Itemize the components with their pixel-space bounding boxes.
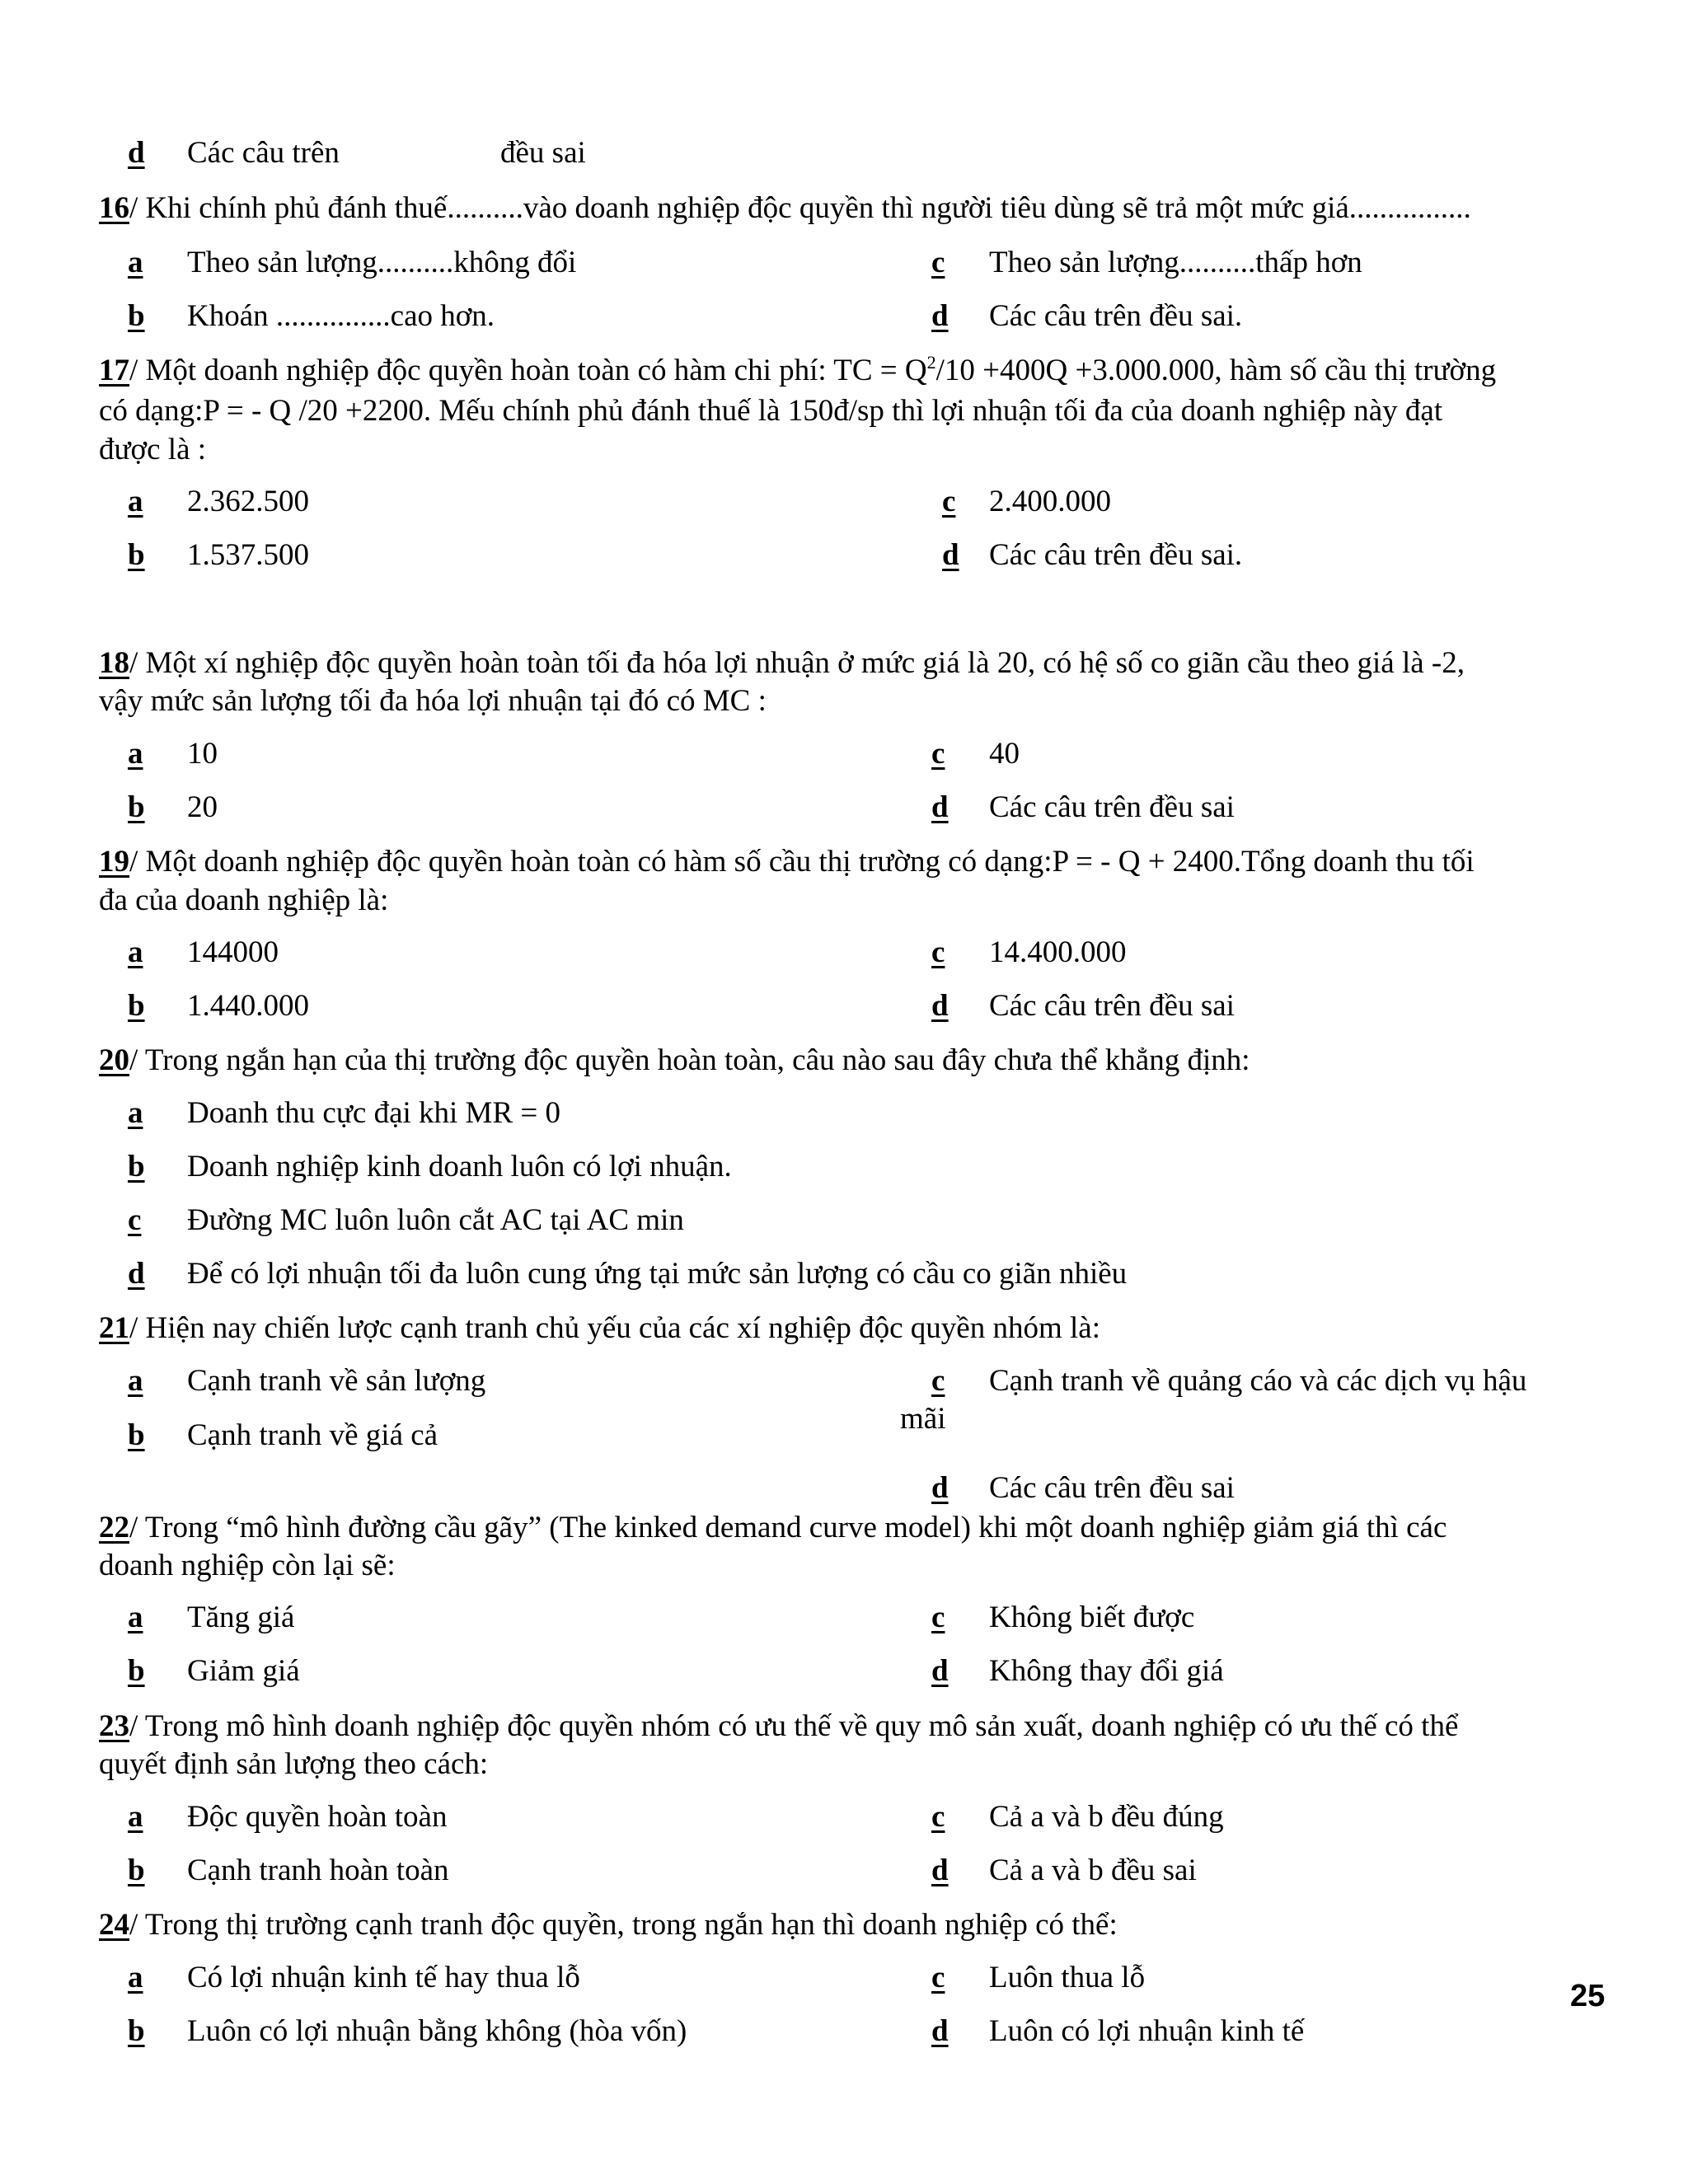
option-letter: c xyxy=(931,246,945,279)
option-letter: c xyxy=(931,1800,945,1834)
option-letter: a xyxy=(128,246,143,279)
option-letter: a xyxy=(128,935,143,969)
option-text: Tăng giá xyxy=(187,1601,295,1634)
option-text: Khoán ...............cao hơn. xyxy=(187,299,495,333)
question-text: / Một xí nghiệp độc quyền hoàn toàn tối đa hóa lợi nhuận ở mức giá là 20, có hệ số co giãn cầu theo giá là -2, xyxy=(129,646,1465,680)
question-number: 24 xyxy=(99,1908,129,1942)
option-text: Cạnh tranh về sản lượng xyxy=(187,1364,486,1398)
question-text: có dạng:P = - Q /20 +2200. Mếu chính phủ đánh thuế là 150đ/sp thì lợi nhuận tối đa của doanh nghiệp này đạt xyxy=(99,394,1443,428)
option-text: Cạnh tranh về quảng cáo và các dịch vụ hậu xyxy=(989,1364,1527,1398)
question-20 xyxy=(99,1042,1624,1080)
question-text: /10 +400Q +3.000.000, hàm số cầu thị trường xyxy=(935,354,1497,387)
option-letter: c xyxy=(931,935,945,969)
option-letter: d xyxy=(931,989,949,1023)
option-letter: b xyxy=(128,2014,145,2048)
question-number: 17 xyxy=(99,354,129,387)
question-22 xyxy=(99,1509,1624,1547)
option-text: Đường MC luôn luôn cắt AC tại AC min xyxy=(187,1203,684,1237)
option-letter: d xyxy=(931,790,949,824)
option-letter: c xyxy=(931,1364,945,1398)
option-letter: d xyxy=(931,1654,949,1688)
option-text: 1.537.500 xyxy=(187,538,309,572)
option-text: Theo sản lượng..........không đổi xyxy=(187,246,577,279)
option-text: Các câu trên đều sai xyxy=(989,1471,1235,1505)
option-letter: a xyxy=(128,1800,143,1834)
option-letter: c xyxy=(931,1961,945,1994)
question-text: được là : xyxy=(99,433,207,466)
option-letter: b xyxy=(128,989,145,1023)
question-16 xyxy=(99,190,1624,227)
option-text: 10 xyxy=(187,737,218,771)
option-text: 20 xyxy=(187,790,218,824)
option-letter: c xyxy=(931,737,945,771)
question-text: / Hiện nay chiến lược cạnh tranh chủ yếu của các xí nghiệp độc quyền nhóm là: xyxy=(129,1311,1100,1345)
question-text: / Trong ngắn hạn của thị trường độc quyền hoàn toàn, câu nào sau đây chưa thể khẳng định: xyxy=(129,1043,1250,1077)
page-number: 25 xyxy=(1570,1979,1606,2013)
question-21 xyxy=(99,1310,1624,1347)
option-letter: c xyxy=(931,1601,945,1634)
option-text: 14.400.000 xyxy=(989,935,1127,969)
option-letter: a xyxy=(128,1096,143,1130)
option-text: Cạnh tranh về giá cả xyxy=(187,1418,438,1452)
option-letter: a xyxy=(128,1601,143,1634)
option-text: Theo sản lượng..........thấp hơn xyxy=(989,246,1362,279)
option-text: Cả a và b đều đúng xyxy=(989,1800,1224,1834)
option-letter: b xyxy=(128,538,145,572)
question-text: đa của doanh nghiệp là: xyxy=(99,883,389,917)
question-text: / Khi chính phủ đánh thuế..........vào doanh nghiệp độc quyền thì người tiêu dùng sẽ trả một mức giá................ xyxy=(129,191,1471,225)
option-text: Doanh thu cực đại khi MR = 0 xyxy=(187,1096,560,1130)
option-letter: b xyxy=(128,299,145,333)
question-number: 16 xyxy=(99,191,129,225)
question-number: 22 xyxy=(99,1511,129,1544)
option-text: Các câu trên đều sai xyxy=(989,989,1235,1023)
option-text: Có lợi nhuận kinh tế hay thua lỗ xyxy=(187,1961,580,1994)
option-text: Không biết được xyxy=(989,1601,1195,1634)
option-letter: b xyxy=(128,1854,145,1887)
question-text: / Trong thị trường cạnh tranh độc quyền, trong ngắn hạn thì doanh nghiệp có thể: xyxy=(129,1908,1118,1942)
option-text: Độc quyền hoàn toàn xyxy=(187,1800,448,1834)
question-text: / Trong “mô hình đường cầu gãy” (The kinked demand curve model) khi một doanh nghiệp giảm giá thì các xyxy=(129,1511,1447,1544)
option-text: 2.400.000 xyxy=(989,485,1111,518)
option-letter: d xyxy=(931,1471,949,1505)
option-letter: b xyxy=(128,1418,145,1452)
option-letter: a xyxy=(128,1961,143,1994)
option-text: 40 xyxy=(989,737,1020,771)
option-text: Các câu trên đều sai. xyxy=(989,299,1243,333)
option-letter: b xyxy=(128,1654,145,1688)
option-text: Doanh nghiệp kinh doanh luôn có lợi nhuận. xyxy=(187,1150,732,1183)
question-number: 20 xyxy=(99,1043,129,1077)
option-text: Luôn có lợi nhuận kinh tế xyxy=(989,2014,1305,2048)
option-letter: d xyxy=(931,299,949,333)
option-text: Các câu trên đều sai xyxy=(989,790,1235,824)
question-24 xyxy=(99,1906,1624,1944)
option-letter: d xyxy=(942,538,959,572)
option-letter: a xyxy=(128,1364,143,1398)
question-text: / Một doanh nghiệp độc quyền hoàn toàn có hàm số cầu thị trường có dạng:P = - Q + 2400.Tổng doanh thu tối xyxy=(129,845,1475,879)
option-text-continuation: mãi xyxy=(900,1402,946,1436)
question-text: / Một doanh nghiệp độc quyền hoàn toàn có hàm chi phí: TC = Q xyxy=(129,354,927,387)
question-text: vậy mức sản lượng tối đa hóa lợi nhuận tại đó có MC : xyxy=(99,684,767,718)
option-text: Các câu trên xyxy=(187,136,340,170)
option-text: Để có lợi nhuận tối đa luôn cung ứng tại mức sản lượng có cầu co giãn nhiều xyxy=(187,1257,1128,1291)
question-number: 21 xyxy=(99,1311,129,1345)
question-18 xyxy=(99,644,1624,682)
option-letter: c xyxy=(942,485,956,518)
question-number: 19 xyxy=(99,845,129,879)
option-letter: b xyxy=(128,1150,145,1183)
option-letter: d xyxy=(128,136,145,170)
question-19 xyxy=(99,843,1624,881)
option-text: Không thay đổi giá xyxy=(989,1654,1224,1688)
option-letter: d xyxy=(931,1854,949,1887)
option-text: 144000 xyxy=(187,935,279,969)
option-text: Cả a và b đều sai xyxy=(989,1854,1197,1887)
option-text: Luôn thua lỗ xyxy=(989,1961,1146,1994)
option-text: Luôn có lợi nhuận bằng không (hòa vốn) xyxy=(187,2014,687,2048)
question-23 xyxy=(99,1708,1624,1746)
superscript: 2 xyxy=(926,352,936,373)
question-17 xyxy=(99,352,1624,390)
question-text: / Trong mô hình doanh nghiệp độc quyền nhóm có ưu thế về quy mô sản xuất, doanh nghiệp có ưu thế có thể xyxy=(129,1709,1459,1743)
question-text: doanh nghiệp còn lại sẽ: xyxy=(99,1549,396,1582)
option-letter: d xyxy=(128,1257,145,1291)
option-text: 2.362.500 xyxy=(187,485,309,518)
option-letter: a xyxy=(128,737,143,771)
option-letter: c xyxy=(128,1203,142,1237)
option-text: đều sai xyxy=(500,136,586,170)
option-text: Các câu trên đều sai. xyxy=(989,538,1243,572)
question-number: 18 xyxy=(99,646,129,680)
question-number: 23 xyxy=(99,1709,129,1743)
option-letter: b xyxy=(128,790,145,824)
question-text: quyết định sản lượng theo cách: xyxy=(99,1747,489,1781)
option-text: Giảm giá xyxy=(187,1654,300,1688)
option-text: Cạnh tranh hoàn toàn xyxy=(187,1854,449,1887)
option-text: 1.440.000 xyxy=(187,989,309,1023)
option-letter: a xyxy=(128,485,143,518)
option-letter: d xyxy=(931,2014,949,2048)
